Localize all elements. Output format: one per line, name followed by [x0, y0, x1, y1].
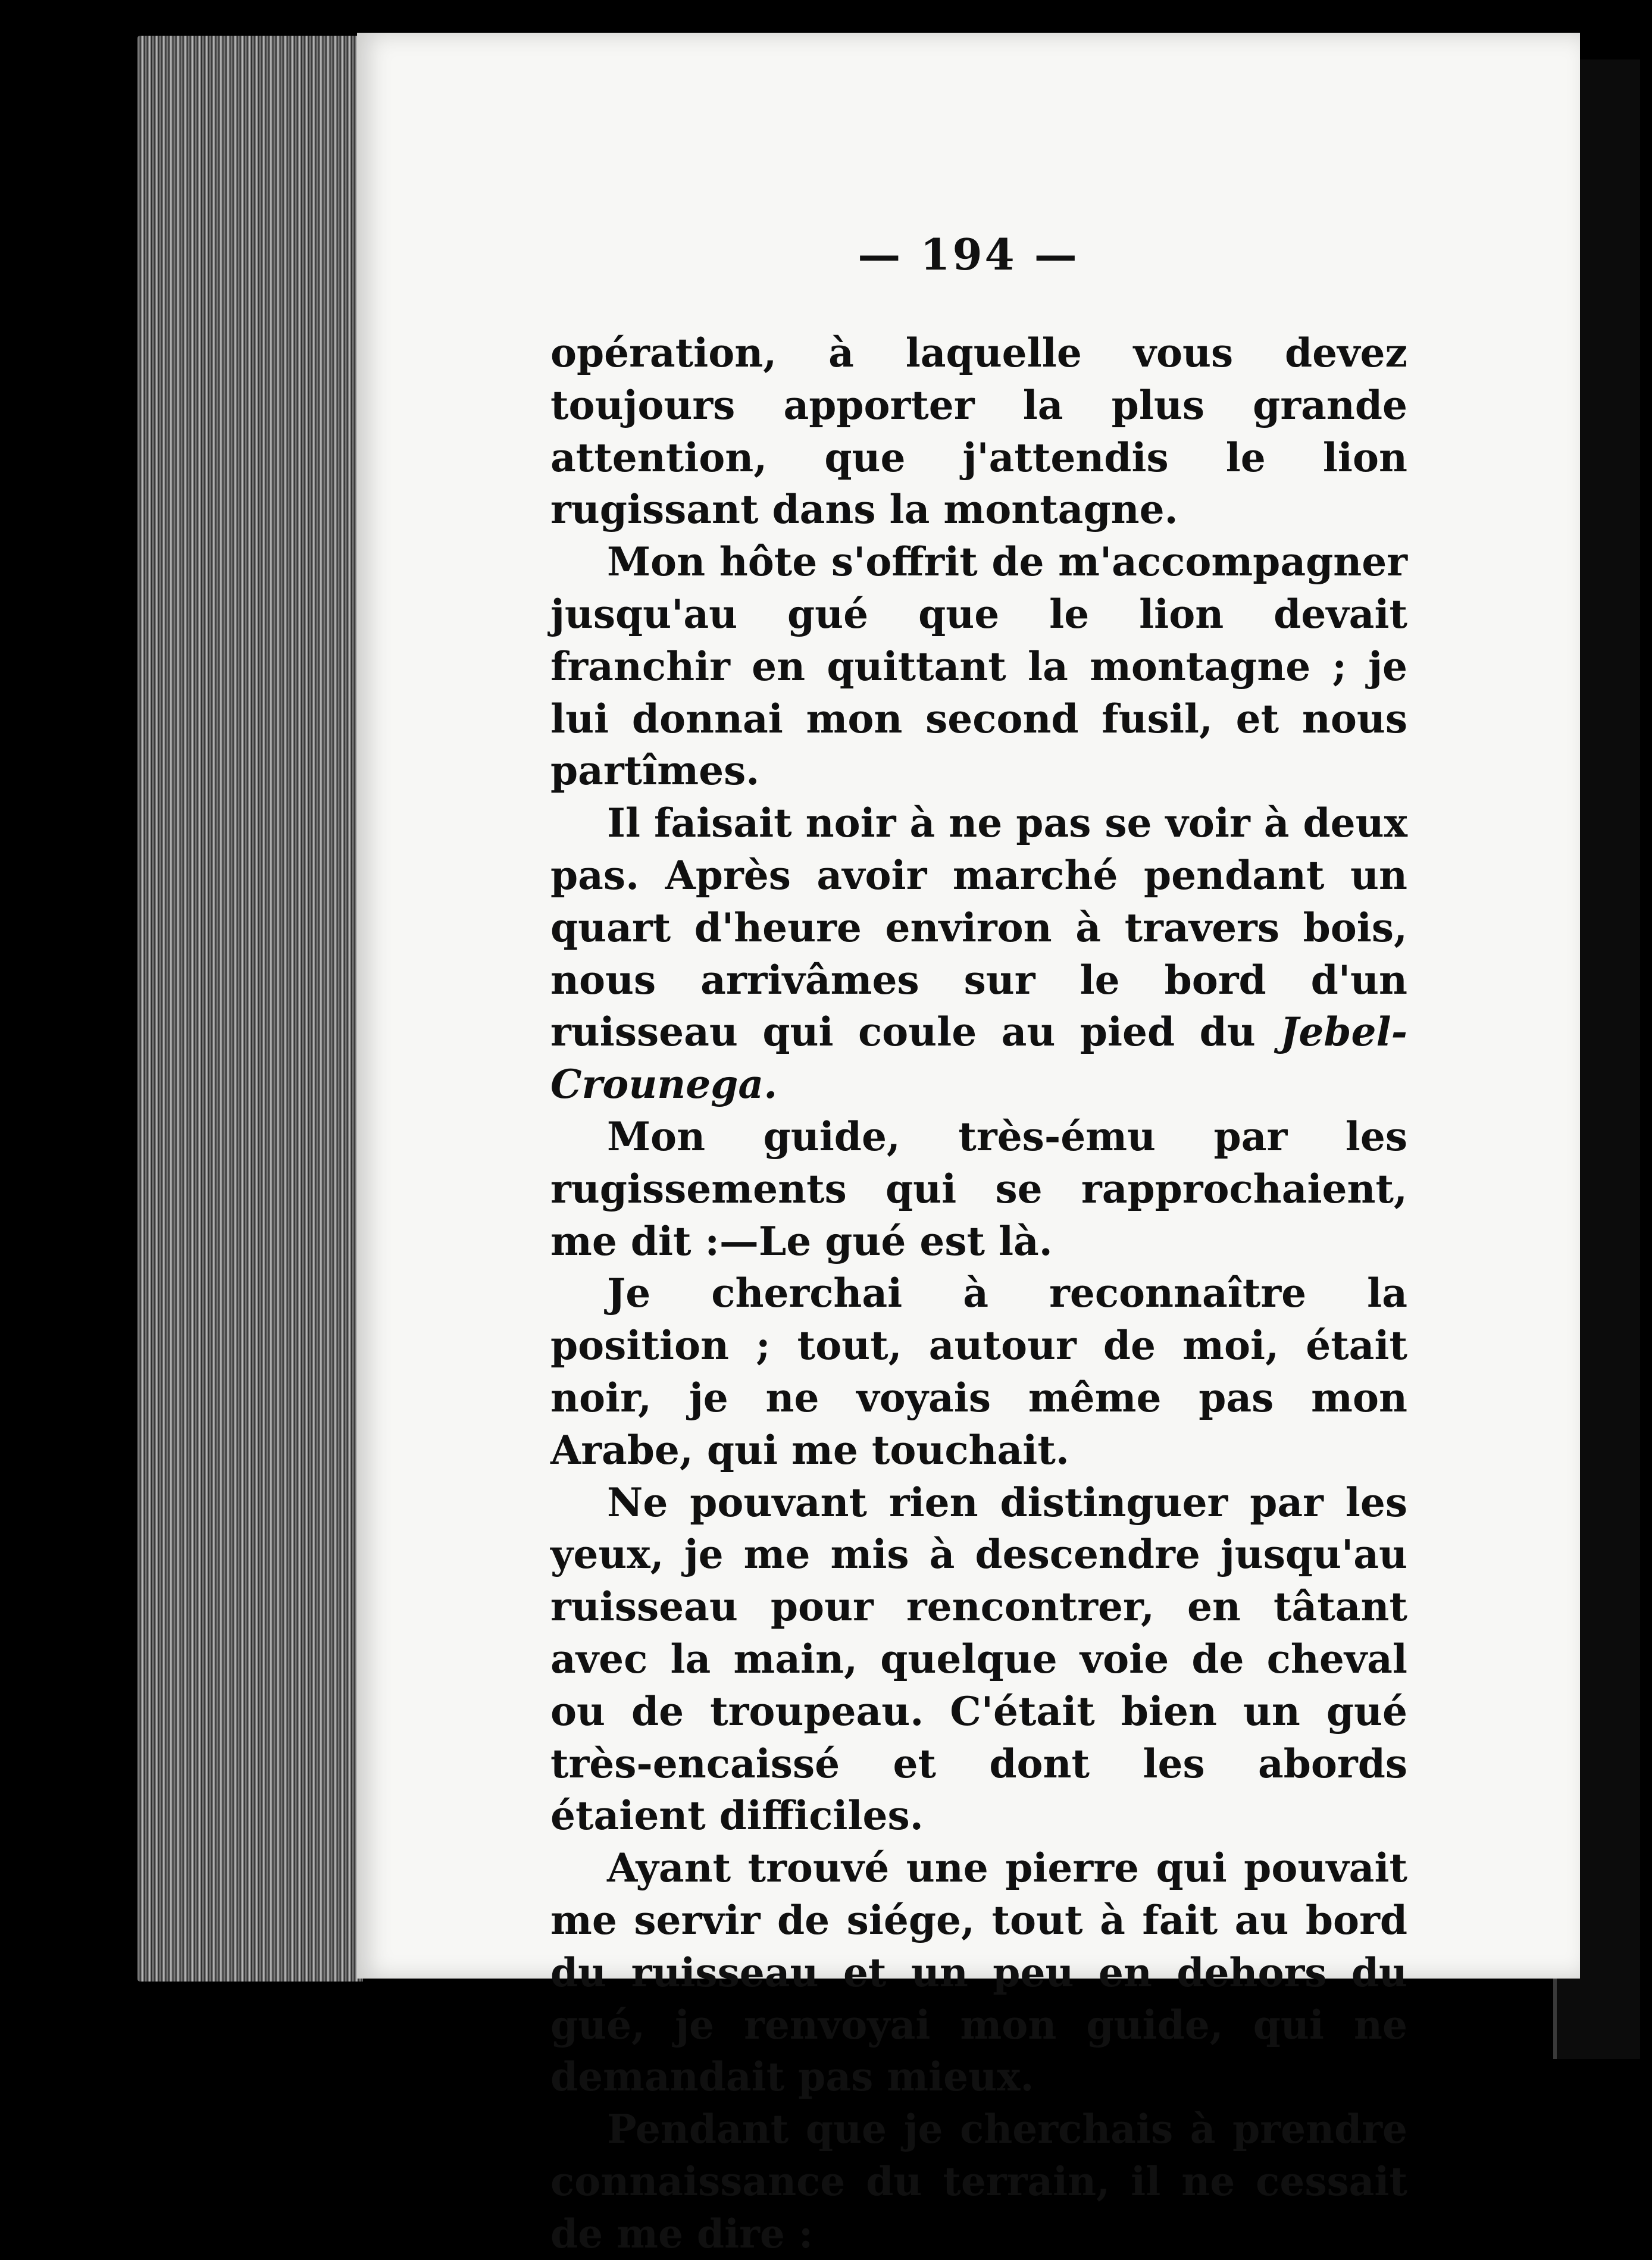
- page-number: — 194 —: [858, 229, 1080, 280]
- paragraph-7: Ayant trouvé une pierre qui pouvait me servir de siége, tout à fait au bord du ruisseau et un peu en dehors du gué, je renvoyai mon guide, qui ne demandait pas mieux.: [550, 1845, 1407, 2101]
- book-page-edges: [137, 36, 363, 1982]
- paragraph-1: opération, à laquelle vous devez toujours apporter la plus grande attention, que j'attendis le lion rugissant dans la montagne.: [550, 330, 1407, 533]
- book-page: [357, 33, 1580, 2257]
- paragraph-2: Mon hôte s'offrit de m'accompagner jusqu'au gué que le lion devait franchir en quittant la montagne ; je lui donnai mon second fusil, et nous partîmes.: [550, 539, 1407, 794]
- paragraph-3: [550, 797, 1407, 1111]
- paragraph-3-text: Il faisait noir à ne pas se voir à deux pas. Après avoir marché pendant un quart d'heure environ à travers bois, nous arrivâmes sur le bord d'un ruisseau qui coule au pied du: [550, 800, 1407, 1056]
- paragraph-6: Ne pouvant rien distinguer par les yeux, je me mis à descendre jusqu'au ruisseau pour rencontrer, en tâtant avec la main, quelque voie de cheval ou de troupeau. C'était bien un gué très-encaissé et dont les abords étaient difficiles.: [550, 1479, 1407, 1839]
- body-text: [550, 327, 1407, 2260]
- paragraph-5: Je cherchai à reconnaître la position ; tout, autour de moi, était noir, je ne voyais même pas mon Arabe, qui me touchait.: [550, 1270, 1407, 1473]
- paragraph-8: Pendant que je cherchais à prendre connaissance du terrain, il ne cessait de me dire :: [550, 2106, 1407, 2257]
- place-name: Jebel-Crounega.: [550, 1009, 1407, 1108]
- paragraph-4: Mon guide, très-ému par les rugissements qui se rapprochaient, me dit :—Le gué est là.: [550, 1113, 1407, 1264]
